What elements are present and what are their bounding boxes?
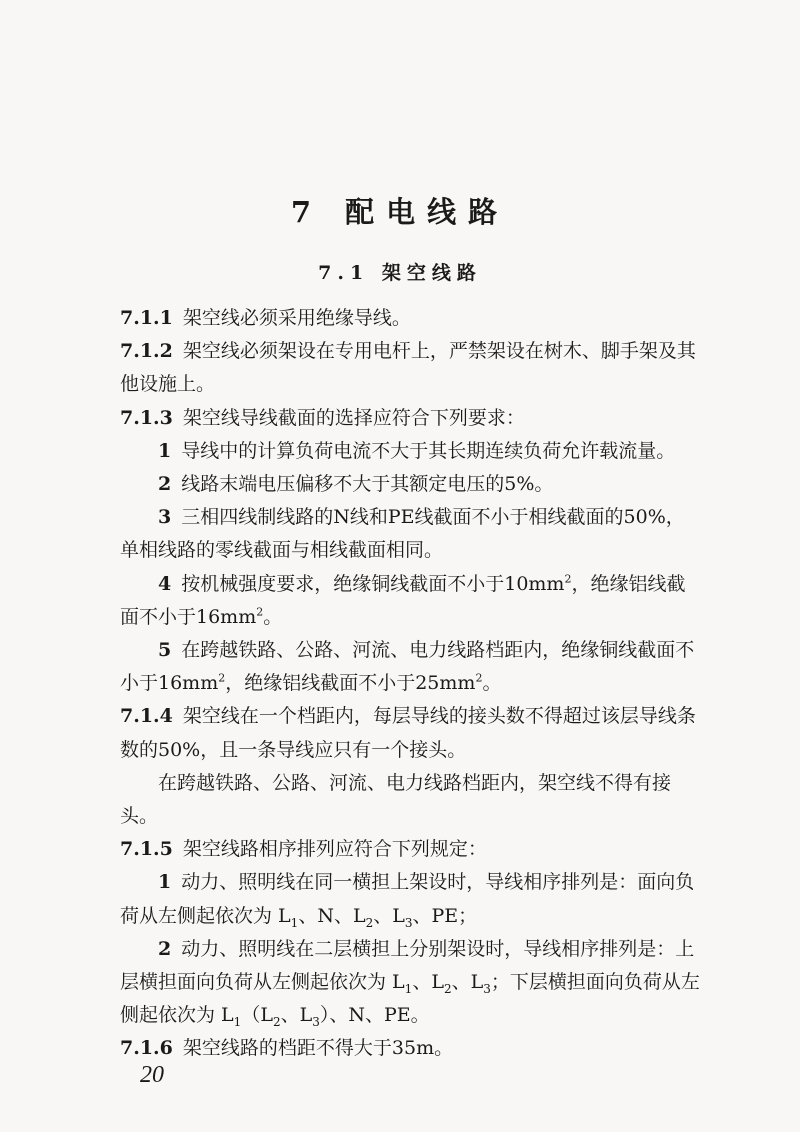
clause-text: 在跨越铁路、公路、河流、电力线路档距内，架空线不得有接头。 (120, 771, 672, 828)
item-text: ；下层横担面向负荷从左侧起依次为 L (120, 971, 700, 1027)
superscript: 2 (256, 605, 264, 619)
item-number: 3 (158, 506, 172, 529)
superscript: 2 (475, 671, 483, 685)
clause-number: 7.1.5 (120, 838, 173, 861)
section-name: 架空线路 (381, 262, 482, 284)
subscript: 3 (483, 981, 491, 996)
clause-7-1-3-item-1 (120, 435, 700, 468)
page-number: 20 (140, 1062, 164, 1088)
clause-7-1-2 (120, 335, 700, 401)
clause-7-1-3-item-3 (120, 501, 700, 567)
clause-text: 架空线必须架设在专用电杆上，严禁架设在树木、脚手架及其他设施上。 (120, 340, 696, 396)
item-text: 三相四线制线路的N线和PE线截面不小于相线截面的50%，单相线路的零线截面与相线截面相同。 (120, 506, 685, 562)
clause-text: 架空线路的档距不得大于35m。 (182, 1037, 454, 1060)
subscript: 2 (443, 981, 452, 996)
item-text-b: ，绝缘铝线截面不小于25mm (225, 672, 476, 695)
item-text: （L (241, 1004, 273, 1027)
item-text-c: 。 (482, 672, 502, 695)
item-number: 2 (158, 937, 172, 960)
subscript: 3 (404, 915, 413, 930)
clause-text: 架空线必须采用绝缘导线。 (182, 307, 411, 329)
body-text (120, 302, 700, 1066)
item-text-a: 按机械强度要求，绝缘铜线截面不小于10mm (181, 572, 565, 595)
item-text: 、L (373, 904, 405, 927)
item-text: 、PE； (412, 904, 478, 927)
clause-7-1-3-item-2 (120, 468, 700, 501)
subscript: 1 (290, 915, 299, 930)
subscript: 1 (233, 1015, 242, 1030)
clause-text: 架空线路相序排列应符合下列规定： (182, 838, 487, 861)
item-number: 1 (158, 871, 172, 894)
subscript: 1 (404, 981, 413, 996)
clause-7-1-5 (120, 833, 700, 866)
item-text-c: 。 (263, 605, 283, 628)
item-text: 、L (280, 1004, 313, 1027)
chapter-name: 配电线路 (345, 195, 510, 229)
clause-7-1-1 (120, 302, 700, 335)
item-text-a: 在跨越铁路、公路、河流、电力线路档距内，绝缘铜线截面不小于16mm (120, 639, 695, 695)
item-text: ）、N、PE。 (319, 1004, 430, 1027)
clause-7-1-4-extra (120, 767, 700, 833)
item-text: 、L (412, 971, 444, 994)
clause-number: 7.1.6 (120, 1037, 173, 1060)
clause-7-1-3 (120, 402, 700, 435)
chapter-number: 7 (290, 195, 324, 229)
item-text-b: ，绝缘铝线截面不小于16mm (120, 572, 686, 628)
clause-text: 架空线导线截面的选择应符合下列要求： (182, 406, 525, 429)
clause-number: 7.1.1 (120, 307, 173, 329)
item-text: 、N、L (298, 904, 366, 927)
item-text: 导线中的计算负荷电流不大于其长期连续负荷允许载流量。 (181, 439, 676, 462)
clause-7-1-3-item-5 (120, 634, 700, 700)
item-text: 动力、照明线在二层横担上分别架设时，导线相序排列是：上层横担面向负荷从左侧起依次为 L (120, 937, 695, 994)
subscript: 3 (312, 1015, 320, 1030)
superscript: 2 (564, 572, 572, 586)
clause-7-1-6 (120, 1032, 700, 1065)
section-title (0, 258, 800, 285)
clause-7-1-3-item-4 (120, 568, 700, 634)
clause-7-1-5-item-1 (120, 866, 700, 932)
item-number: 4 (158, 572, 172, 595)
clause-7-1-4 (120, 700, 700, 766)
subscript: 2 (365, 915, 374, 930)
item-number: 1 (158, 439, 172, 462)
item-text: 、L (451, 971, 484, 994)
item-number: 5 (158, 639, 172, 662)
clause-7-1-5-item-2 (120, 933, 700, 1033)
section-number: 7.1 (318, 262, 370, 284)
clause-number: 7.1.2 (120, 340, 173, 363)
subscript: 2 (272, 1015, 281, 1030)
item-text: 动力、照明线在同一横担上架设时，导线相序排列是：面向负荷从左侧起依次为 L (120, 871, 695, 927)
clause-number: 7.1.3 (120, 406, 173, 429)
chapter-title (0, 190, 800, 231)
superscript: 2 (218, 671, 226, 685)
clause-text: 架空线在一个档距内，每层导线的接头数不得超过该层导线条数的50%，且一条导线应只有一个接头。 (120, 705, 696, 761)
item-number: 2 (158, 473, 172, 496)
clause-number: 7.1.4 (120, 705, 173, 728)
item-text: 线路末端电压偏移不大于其额定电压的5%。 (181, 473, 554, 496)
